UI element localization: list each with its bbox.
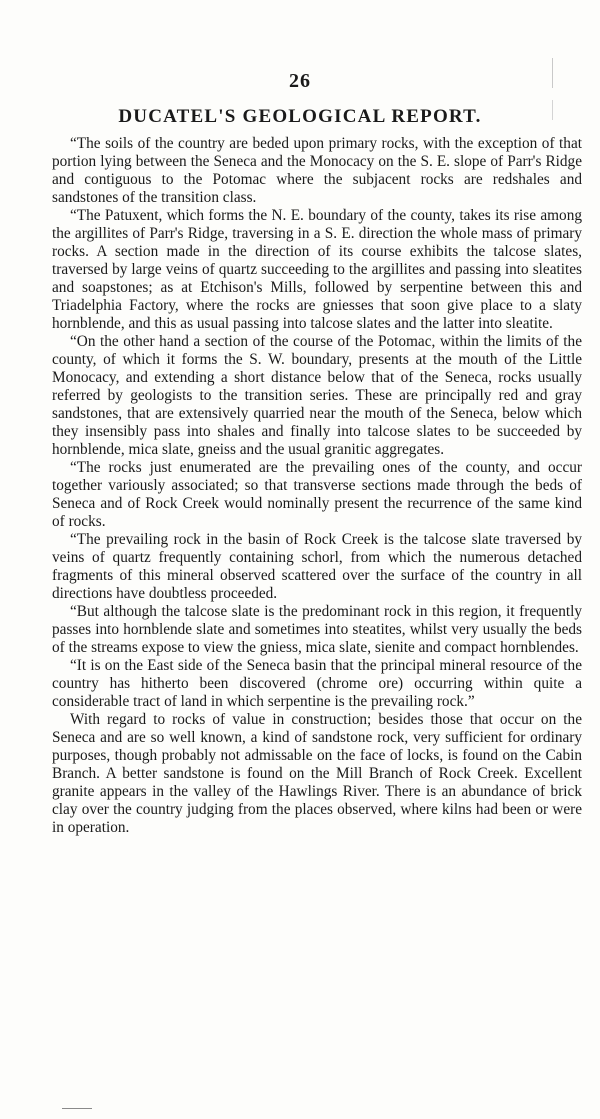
paragraph-patuxent: “The Patuxent, which forms the N. E. boundary of the county, takes its rise among the argillites of Parr's Ridge, traversing in a S. E. direction the whole mass of primary rocks. A section made in the direction of its course exhibits the talcose slates, traversed by large veins of quartz succeeding to the argillites and passing into sleatites and soapstones; as at Etchison's Mills, followed by serpentine between this and Triadelphia Factory, where the rocks are gniesses that soon give place to a slaty hornblende, and this as usual passing into talcose slates and the latter into sleatite.: [52, 207, 582, 332]
page-number: 26: [289, 70, 311, 92]
paragraph-construction-rocks: With regard to rocks of value in construction; besides those that occur on the Seneca and are so well known, a kind of sandstone rock, very sufficient for ordinary purposes, though probably not admissable on the face of locks, is found on the Cabin Branch. A better sandstone is found on the Mill Branch of Rock Creek. Excellent granite appears in the valley of the Hawlings River. There is an abundance of brick clay over the country judging from the places observed, where kilns had been or were in operation.: [52, 711, 582, 836]
paragraph-rocks-enumerated: “The rocks just enumerated are the prevailing ones of the county, and occur together variously associated; so that transverse sections made through the beds of Seneca and of Rock Creek would nominally present the recurrence of the same kind of rocks.: [52, 459, 582, 530]
paragraph-chrome-ore: “It is on the East side of the Seneca basin that the principal mineral resource of the country has hitherto been discovered (chrome ore) occurring within quite a considerable tract of land in which serpentine is the prevailing rock.”: [52, 657, 582, 710]
body-text: [52, 135, 582, 837]
running-head: DUCATEL'S GEOLOGICAL REPORT.: [118, 106, 482, 127]
paragraph-potomac: “On the other hand a section of the course of the Potomac, within the limits of the county, of which it forms the S. W. boundary, presents at the mouth of the Little Monocacy, and extending a short distance below that of the Seneca, rocks usually referred by geologists to the transition series. These are principally red and gray sandstones, that are extensively quarried near the mouth of the Seneca, below which they insensibly pass into shales and finally into talcose slates to be succeeded by hornblende, mica slate, gneiss and the usual granitic aggregates.: [52, 333, 582, 458]
footer-rule: [62, 1108, 92, 1109]
paragraph-soils: “The soils of the country are beded upon primary rocks, with the exception of that portion lying between the Seneca and the Monocacy on the S. E. slope of Parr's Ridge and contiguous to the Potomac where the subjacent rocks are redshales and sandstones of the transition class.: [52, 135, 582, 206]
paragraph-talcose-slate: “But although the talcose slate is the predominant rock in this region, it frequently passes into hornblende slate and sometimes into steatites, whilst very usually the beds of the streams expose to view the gniess, mica slate, sienite and compact hornblendes.: [52, 603, 582, 656]
paragraph-rock-creek: “The prevailing rock in the basin of Rock Creek is the talcose slate traversed by veins of quartz frequently containing schorl, from which the numerous detached fragments of this mineral observed scattered over the surface of the country in all directions have doubtless proceeded.: [52, 531, 582, 602]
